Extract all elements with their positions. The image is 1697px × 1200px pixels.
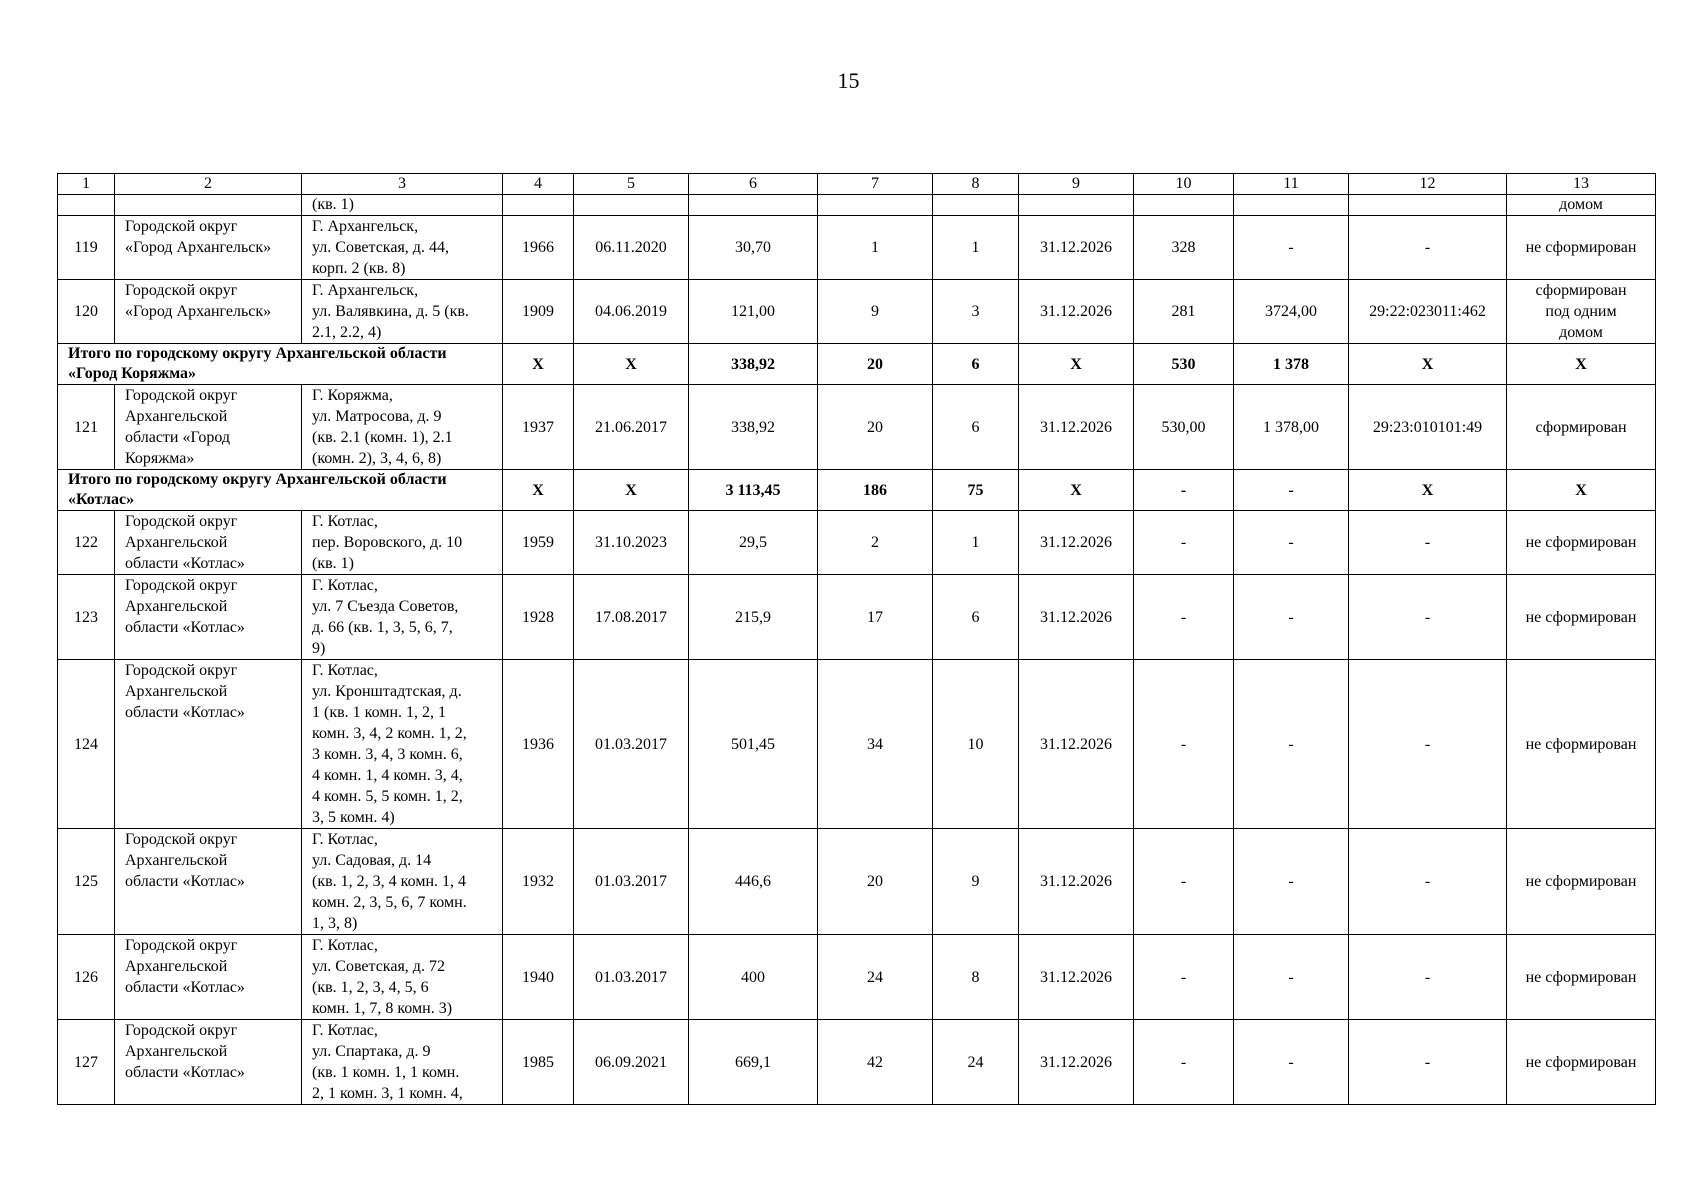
land-status-cell: домом [1507,195,1656,216]
deadline-cell: 31.12.2026 [1019,216,1134,280]
table-row [58,660,1656,829]
address-cell: Г. Котлас, ул. 7 Съезда Советов, д. 66 (кв. 1, 3, 5, 6, 7, 9) [302,575,503,660]
column-11-cell: - [1234,1020,1349,1105]
column-11-cell: 1 378 [1234,344,1349,385]
rooms-cell: 6 [933,575,1019,660]
deadline-cell: 31.12.2026 [1019,660,1134,829]
address-cell: Г. Котлас, ул. Садовая, д. 14 (кв. 1, 2, 3, 4 комн. 1, 4 комн. 2, 3, 5, 6, 7 комн. 1, 3, 8) [302,829,503,935]
year-cell: 1909 [503,280,574,344]
rooms-cell: 6 [933,385,1019,470]
date-cell: 01.03.2017 [574,660,689,829]
rooms-cell: 1 [933,511,1019,575]
column-11-cell: 3724,00 [1234,280,1349,344]
table-row [58,575,1656,660]
row-number-cell: 127 [58,1020,115,1105]
year-cell: 1985 [503,1020,574,1105]
cadastral-number-cell: - [1349,575,1507,660]
cadastral-number-cell: - [1349,1020,1507,1105]
municipality-cell: Городской округ Архангельской области «Котлас» [115,935,302,1020]
land-status-cell: не сформирован [1507,216,1656,280]
municipality-cell: Городской округ «Город Архангельск» [115,280,302,344]
rooms-cell: 6 [933,344,1019,385]
deadline-cell: 31.12.2026 [1019,575,1134,660]
municipality-cell: Городской округ «Город Архангельск» [115,216,302,280]
rooms-cell: 10 [933,660,1019,829]
area-cell: 215,9 [689,575,818,660]
residents-cell: 34 [818,660,933,829]
column-11-cell: - [1234,470,1349,511]
column-11-cell: - [1234,829,1349,935]
year-cell: 1966 [503,216,574,280]
row-number-cell: 120 [58,280,115,344]
address-cell: (кв. 1) [302,195,503,216]
deadline-cell: 31.12.2026 [1019,829,1134,935]
year-cell: 1937 [503,385,574,470]
residents-cell: 1 [818,216,933,280]
column-11-cell: - [1234,511,1349,575]
date-cell: X [574,344,689,385]
cadastral-number-cell: - [1349,935,1507,1020]
area-cell: 3 113,45 [689,470,818,511]
column-number: 13 [1507,174,1656,195]
land-status-cell: не сформирован [1507,935,1656,1020]
row-number-cell: 125 [58,829,115,935]
date-cell: 04.06.2019 [574,280,689,344]
year-cell: 1928 [503,575,574,660]
residents-cell: 9 [818,280,933,344]
rooms-cell: 8 [933,935,1019,1020]
column-number: 7 [818,174,933,195]
column-10-cell: - [1134,511,1234,575]
cadastral-number-cell: - [1349,216,1507,280]
table-row [58,216,1656,280]
area-cell: 30,70 [689,216,818,280]
year-cell: X [503,470,574,511]
column-11-cell: 1 378,00 [1234,385,1349,470]
land-status-cell: сформирован под одним домом [1507,280,1656,344]
area-cell: 400 [689,935,818,1020]
column-10-cell: - [1134,935,1234,1020]
column-10-cell: - [1134,1020,1234,1105]
table-row [58,1020,1656,1105]
deadline-cell: 31.12.2026 [1019,385,1134,470]
table-row [58,385,1656,470]
residents-cell: 42 [818,1020,933,1105]
column-number: 5 [574,174,689,195]
municipality-cell: Городской округ Архангельской области «Котлас» [115,511,302,575]
land-status-cell: не сформирован [1507,829,1656,935]
residents-cell: 20 [818,385,933,470]
land-status-cell: не сформирован [1507,575,1656,660]
municipality-cell: Городской округ Архангельской области «Город Коряжма» [115,385,302,470]
year-cell: 1959 [503,511,574,575]
column-10-cell: 281 [1134,280,1234,344]
address-cell: Г. Архангельск, ул. Советская, д. 44, корп. 2 (кв. 8) [302,216,503,280]
address-cell: Г. Коряжма, ул. Матросова, д. 9 (кв. 2.1 (комн. 1), 2.1 (комн. 2), 3, 4, 6, 8) [302,385,503,470]
address-cell: Г. Котлас, ул. Советская, д. 72 (кв. 1, 2, 3, 4, 5, 6 комн. 1, 7, 8 комн. 3) [302,935,503,1020]
column-11-cell: - [1234,660,1349,829]
address-cell: Г. Котлас, пер. Воровского, д. 10 (кв. 1) [302,511,503,575]
cadastral-number-cell: X [1349,344,1507,385]
column-number: 12 [1349,174,1507,195]
area-cell: 446,6 [689,829,818,935]
subtotal-row [58,344,1656,385]
cadastral-number-cell: 29:22:023011:462 [1349,280,1507,344]
date-cell: 06.11.2020 [574,216,689,280]
residents-cell: 2 [818,511,933,575]
row-number-cell: 122 [58,511,115,575]
residents-cell: 20 [818,344,933,385]
column-number: 2 [115,174,302,195]
row-number-cell: 126 [58,935,115,1020]
deadline-cell: 31.12.2026 [1019,511,1134,575]
column-number: 9 [1019,174,1134,195]
column-number: 10 [1134,174,1234,195]
column-11-cell: - [1234,216,1349,280]
rooms-cell: 1 [933,216,1019,280]
date-cell: 21.06.2017 [574,385,689,470]
date-cell: 01.03.2017 [574,935,689,1020]
subtotal-title: Итого по городскому округу Архангельской области «Город Коряжма» [58,344,503,385]
column-10-cell: 530,00 [1134,385,1234,470]
residents-cell: 24 [818,935,933,1020]
land-status-cell: сформирован [1507,385,1656,470]
date-cell: 17.08.2017 [574,575,689,660]
row-number-cell: 123 [58,575,115,660]
cadastral-number-cell: X [1349,470,1507,511]
continued-row [58,195,1656,216]
table-row [58,280,1656,344]
area-cell: 29,5 [689,511,818,575]
column-number: 8 [933,174,1019,195]
date-cell: X [574,470,689,511]
column-11-cell: - [1234,935,1349,1020]
column-numbers-row [58,174,1656,195]
row-number-cell: 124 [58,660,115,829]
subtotal-title: Итого по городскому округу Архангельской области «Котлас» [58,470,503,511]
row-number-cell: 121 [58,385,115,470]
municipality-cell: Городской округ Архангельской области «Котлас» [115,660,302,829]
column-11-cell: - [1234,575,1349,660]
table-row [58,935,1656,1020]
column-10-cell: 328 [1134,216,1234,280]
column-10-cell: 530 [1134,344,1234,385]
cadastral-number-cell: 29:23:010101:49 [1349,385,1507,470]
table-row [58,511,1656,575]
column-10-cell: - [1134,470,1234,511]
column-number: 11 [1234,174,1349,195]
deadline-cell: 31.12.2026 [1019,935,1134,1020]
municipality-cell: Городской округ Архангельской области «Котлас» [115,575,302,660]
row-number-cell: 119 [58,216,115,280]
subtotal-row [58,470,1656,511]
address-cell: Г. Архангельск, ул. Валявкина, д. 5 (кв. 2.1, 2.2, 4) [302,280,503,344]
deadline-cell: 31.12.2026 [1019,280,1134,344]
deadline-cell: X [1019,344,1134,385]
land-status-cell: не сформирован [1507,660,1656,829]
area-cell: 121,00 [689,280,818,344]
column-number: 1 [58,174,115,195]
year-cell: 1932 [503,829,574,935]
rooms-cell: 9 [933,829,1019,935]
year-cell: 1936 [503,660,574,829]
rooms-cell: 24 [933,1020,1019,1105]
column-number: 4 [503,174,574,195]
column-number: 3 [302,174,503,195]
address-cell: Г. Котлас, ул. Спартака, д. 9 (кв. 1 комн. 1, 1 комн. 2, 1 комн. 3, 1 комн. 4, [302,1020,503,1105]
date-cell: 06.09.2021 [574,1020,689,1105]
area-cell: 338,92 [689,344,818,385]
cadastral-number-cell: - [1349,660,1507,829]
cadastral-number-cell: - [1349,511,1507,575]
column-10-cell: - [1134,575,1234,660]
column-10-cell: - [1134,829,1234,935]
land-status-cell: не сформирован [1507,1020,1656,1105]
year-cell: X [503,344,574,385]
area-cell: 669,1 [689,1020,818,1105]
date-cell: 01.03.2017 [574,829,689,935]
table-row [58,829,1656,935]
municipality-cell: Городской округ Архангельской области «Котлас» [115,1020,302,1105]
table-body [58,216,1656,1105]
address-cell: Г. Котлас, ул. Кронштадтская, д. 1 (кв. 1 комн. 1, 2, 1 комн. 3, 4, 2 комн. 1, 2, 3 комн. 3, 4, 3 комн. 6, 4 комн. 1, 4 комн. 3, 4, 4 комн. 5, 5 комн. 1, 2, 3, 5 комн. 4) [302,660,503,829]
land-status-cell: не сформирован [1507,511,1656,575]
residents-cell: 20 [818,829,933,935]
municipality-cell: Городской округ Архангельской области «Котлас» [115,829,302,935]
year-cell: 1940 [503,935,574,1020]
area-cell: 501,45 [689,660,818,829]
deadline-cell: X [1019,470,1134,511]
residents-cell: 186 [818,470,933,511]
rooms-cell: 75 [933,470,1019,511]
land-status-cell: X [1507,344,1656,385]
column-number: 6 [689,174,818,195]
column-10-cell: - [1134,660,1234,829]
land-status-cell: X [1507,470,1656,511]
page-number: 15 [837,68,860,93]
area-cell: 338,92 [689,385,818,470]
rooms-cell: 3 [933,280,1019,344]
residents-cell: 17 [818,575,933,660]
housing-registry-table [57,173,1656,1105]
date-cell: 31.10.2023 [574,511,689,575]
cadastral-number-cell: - [1349,829,1507,935]
deadline-cell: 31.12.2026 [1019,1020,1134,1105]
